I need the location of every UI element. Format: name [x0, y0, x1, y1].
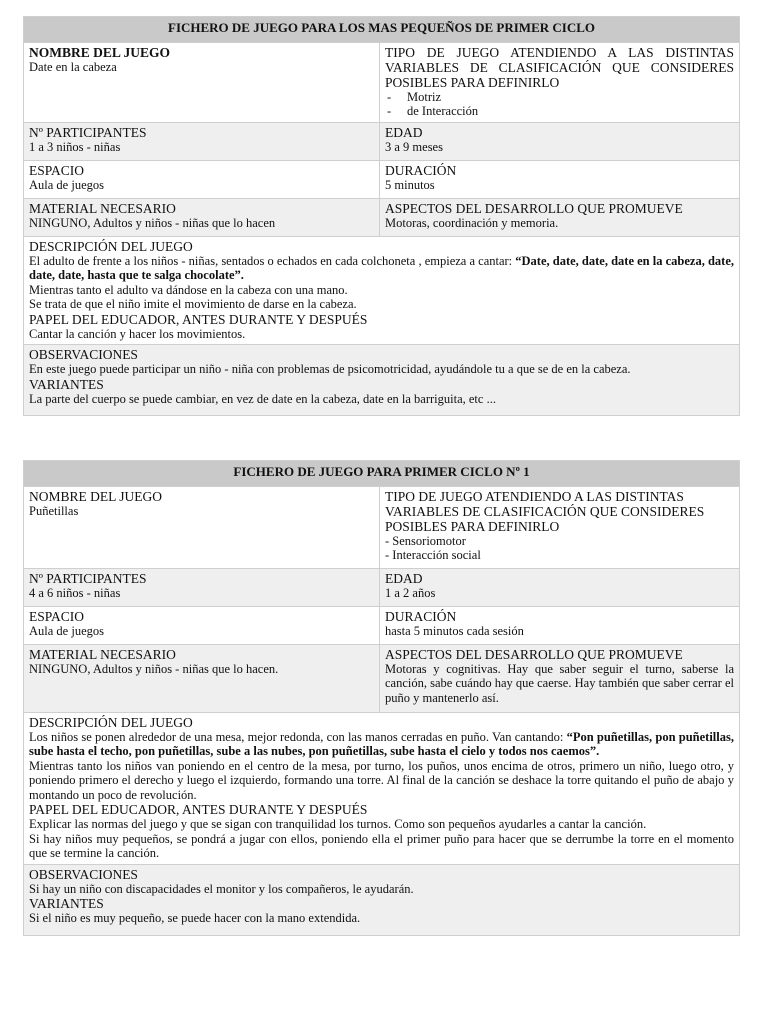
game-card-2 — [23, 460, 740, 936]
educator-role-value: Si hay niños muy pequeños, se pondrá a jugar con ellos, poniendo ella el primer puño para hacer que se derrumbe la torre en el momento que se termine la canción. — [29, 831, 735, 860]
game-type-item: - Sensoriomotor — [385, 534, 734, 549]
space-cell — [24, 160, 380, 198]
game-type-list — [385, 90, 734, 119]
card-title: FICHERO DE JUEGO PARA LOS MAS PEQUEÑOS DE PRIMER CICLO — [24, 17, 740, 43]
space-label: ESPACIO — [29, 608, 85, 624]
participants-cell — [24, 568, 380, 606]
age-label: EDAD — [385, 570, 423, 586]
game-type-cell — [380, 42, 740, 122]
game-name-label: NOMBRE DEL JUEGO — [29, 44, 171, 60]
observations-value: Si hay un niño con discapacidades el monitor y los compañeros, le ayudarán. — [29, 881, 414, 896]
game-name-cell — [24, 42, 380, 122]
observations-cell — [24, 345, 740, 416]
observations-cell — [24, 864, 740, 935]
space-cell — [24, 606, 380, 644]
development-cell — [380, 198, 740, 236]
participants-cell — [24, 122, 380, 160]
age-cell — [380, 122, 740, 160]
material-cell — [24, 198, 380, 236]
description-text — [29, 254, 734, 283]
participants-value: 1 a 3 niños - niñas — [29, 139, 121, 154]
duration-cell — [380, 160, 740, 198]
age-value: 3 a 9 meses — [385, 139, 443, 154]
material-label: MATERIAL NECESARIO — [29, 646, 176, 662]
game-name-label: NOMBRE DEL JUEGO — [29, 488, 162, 504]
age-label: EDAD — [385, 124, 423, 140]
educator-role-value: Explicar las normas del juego y que se sigan con tranquilidad los turnos. Como son pequeños ayudarles a cantar la canción. — [29, 817, 647, 831]
duration-cell — [380, 606, 740, 644]
development-cell — [380, 644, 740, 712]
observations-label: OBSERVACIONES — [29, 866, 138, 882]
game-type-item: - Interacción social — [385, 548, 734, 563]
duration-value: hasta 5 minutos cada sesión — [385, 623, 524, 638]
duration-label: DURACIÓN — [385, 608, 457, 624]
game-name-cell — [24, 486, 380, 568]
game-type-label: TIPO DE JUEGO ATENDIENDO A LAS DISTINTAS VARIABLES DE CLASIFICACIÓN QUE CONSIDERES POSIBLES PARA DEFINIRLO — [385, 44, 734, 90]
development-value: Motoras y cognitivas. Hay que saber seguir el turno, saberse la canción, sabe cuándo hay que caerse. Hay también que saber cerrar el puño y mantenerlo así. — [385, 661, 735, 705]
space-value: Aula de juegos — [29, 623, 104, 638]
game-name-value: Date en la cabeza — [29, 59, 117, 74]
description-label: DESCRIPCIÓN DEL JUEGO — [29, 714, 193, 730]
description-label: DESCRIPCIÓN DEL JUEGO — [29, 238, 193, 254]
duration-label: DURACIÓN — [385, 162, 457, 178]
observations-label: OBSERVACIONES — [29, 347, 138, 362]
material-value: NINGUNO, Adultos y niños - niñas que lo hacen. — [29, 661, 279, 676]
educator-role-value: Cantar la canción y hacer los movimientos. — [29, 326, 246, 341]
card-title: FICHERO DE JUEGO PARA PRIMER CICLO Nº 1 — [24, 461, 740, 487]
material-value: NINGUNO, Adultos y niños - niñas que lo hacen — [29, 215, 276, 230]
game-type-label: TIPO DE JUEGO ATENDIENDO A LAS DISTINTAS VARIABLES DE CLASIFICACIÓN QUE CONSIDERES POSIBLES PARA DEFINIRLO — [385, 488, 705, 534]
development-label: ASPECTOS DEL DESARROLLO QUE PROMUEVE — [385, 200, 683, 216]
description-song: “Pon puñetillas, pon puñetillas, sube hasta el techo, pon puñetillas, sube a las nubes, pon puñetillas, sube hasta el cielo y todos nos caemos”. — [29, 729, 734, 758]
description-cell — [24, 712, 740, 864]
description-cell — [24, 236, 740, 345]
participants-label: Nº PARTICIPANTES — [29, 124, 147, 140]
development-value: Motoras, coordinación y memoria. — [385, 215, 559, 230]
game-type-item: - Motriz — [385, 90, 734, 105]
observations-value: En este juego puede participar un niño - niña con problemas de psicomotricidad, ayudándole tu a que se de en la cabeza. — [29, 362, 631, 376]
game-type-cell — [380, 486, 740, 568]
participants-label: Nº PARTICIPANTES — [29, 570, 147, 586]
game-type-item: - de Interacción — [385, 104, 734, 119]
educator-role-label: PAPEL DEL EDUCADOR, ANTES DURANTE Y DESPUÉS — [29, 802, 368, 817]
variants-value: La parte del cuerpo se puede cambiar, en vez de date en la cabeza, date en la barriguita, etc ... — [29, 391, 496, 406]
game-name-value: Puñetillas — [29, 503, 79, 518]
description-intro: Los niños se ponen alrededor de una mesa, mejor redonda, con las manos cerradas en puño. Van cantando: — [29, 729, 567, 744]
variants-label: VARIANTES — [29, 376, 104, 392]
variants-value: Si el niño es muy pequeño, se puede hacer con la mano extendida. — [29, 911, 361, 925]
material-label: MATERIAL NECESARIO — [29, 200, 176, 216]
description-text — [29, 730, 734, 759]
game-type-list — [385, 534, 734, 563]
game-card-1 — [23, 16, 740, 416]
space-value: Aula de juegos — [29, 177, 104, 192]
space-label: ESPACIO — [29, 162, 85, 178]
description-paragraph: Se trata de que el niño imite el movimiento de darse en la cabeza. — [29, 297, 357, 311]
description-paragraph: Mientras tanto los niños van poniendo en el centro de la mesa, por turno, los puños, unos encima de otros, primero un niño, luego otro, y poniendo primero el derecho y luego el izquierdo, formando una torre. Al final de la canción se deshace la torre quitando el puño de abajo y montando un poco de revolución. — [29, 758, 735, 802]
description-paragraph: Mientras tanto el adulto va dándose en la cabeza con una mano. — [29, 282, 348, 297]
description-song: “Date, date, date, date en la cabeza, date, date, date, hasta que te salga chocolate”. — [29, 253, 734, 282]
variants-label: VARIANTES — [29, 896, 104, 911]
duration-value: 5 minutos — [385, 177, 435, 192]
material-cell — [24, 644, 380, 712]
development-label: ASPECTOS DEL DESARROLLO QUE PROMUEVE — [385, 646, 683, 662]
description-intro: El adulto de frente a los niños - niñas, sentados o echados en cada colchoneta , empieza a cantar: — [29, 253, 516, 268]
age-value: 1 a 2 años — [385, 585, 436, 600]
age-cell — [380, 568, 740, 606]
participants-value: 4 a 6 niños - niñas — [29, 585, 121, 600]
educator-role-label: PAPEL DEL EDUCADOR, ANTES DURANTE Y DESPUÉS — [29, 311, 368, 327]
